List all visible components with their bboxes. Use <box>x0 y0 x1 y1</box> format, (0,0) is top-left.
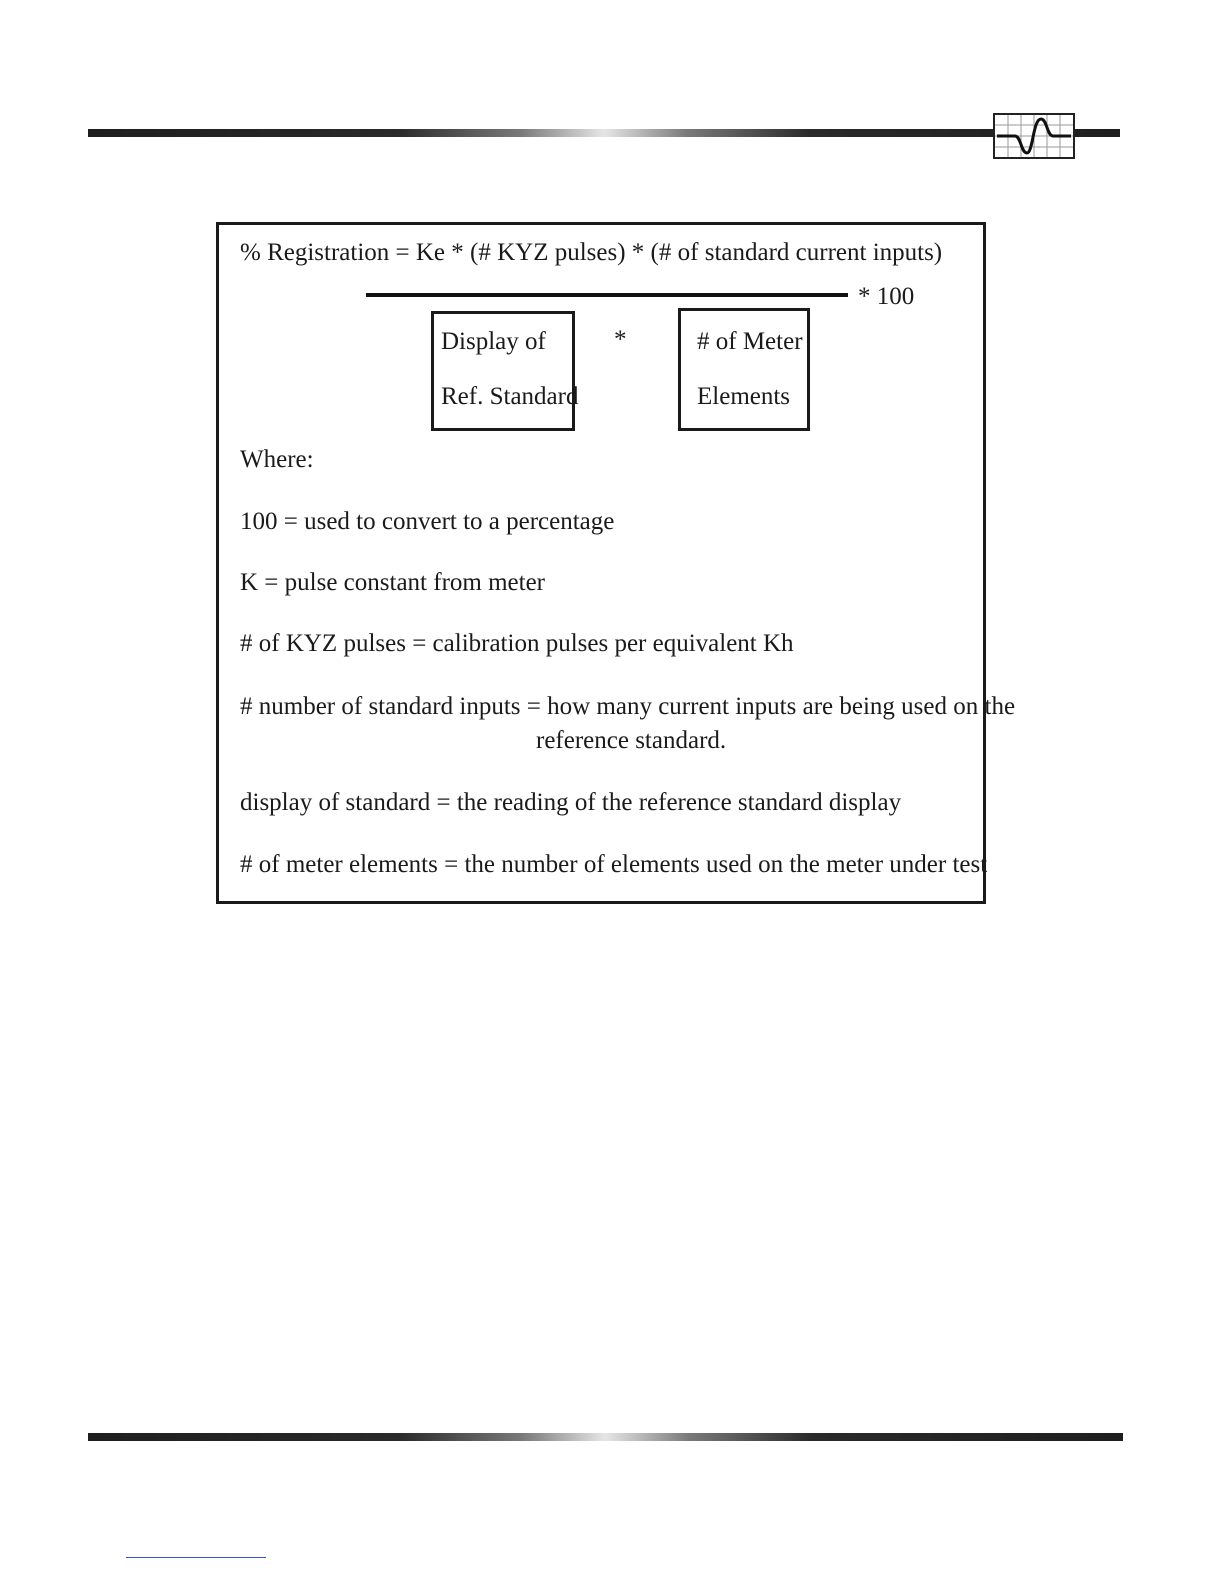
header-rule <box>88 129 1120 137</box>
box1-line2: Ref. Standard <box>441 383 579 410</box>
definition-item: # of KYZ pulses = calibration pulses per equivalent Kh <box>240 630 794 657</box>
definition-item: 100 = used to convert to a percentage <box>240 508 615 535</box>
definition-item: K = pulse constant from meter <box>240 569 545 596</box>
where-heading: Where: <box>240 446 314 473</box>
definition-item-continued: reference standard. <box>536 727 727 754</box>
footer-link-underline[interactable] <box>126 1557 266 1558</box>
definition-item: display of standard = the reading of the reference standard display <box>240 789 902 816</box>
multiply-operator: * <box>614 326 627 353</box>
formula-numerator: % Registration = Ke * (# KYZ pulses) * (# of standard current inputs) <box>240 239 943 266</box>
box2-line1: # of Meter <box>697 328 803 355</box>
fraction-bar <box>366 293 848 297</box>
footer-rule <box>88 1433 1123 1441</box>
definition-item: # of meter elements = the number of elements used on the meter under test <box>240 851 988 878</box>
box2-line2: Elements <box>697 383 791 410</box>
box1-line1: Display of <box>441 328 546 355</box>
definition-item: # number of standard inputs = how many current inputs are being used on the <box>240 693 1016 720</box>
sine-wave-logo-icon <box>993 113 1075 159</box>
formula-multiplier: * 100 <box>858 283 915 310</box>
denominator-box-meter-elements <box>678 308 810 431</box>
